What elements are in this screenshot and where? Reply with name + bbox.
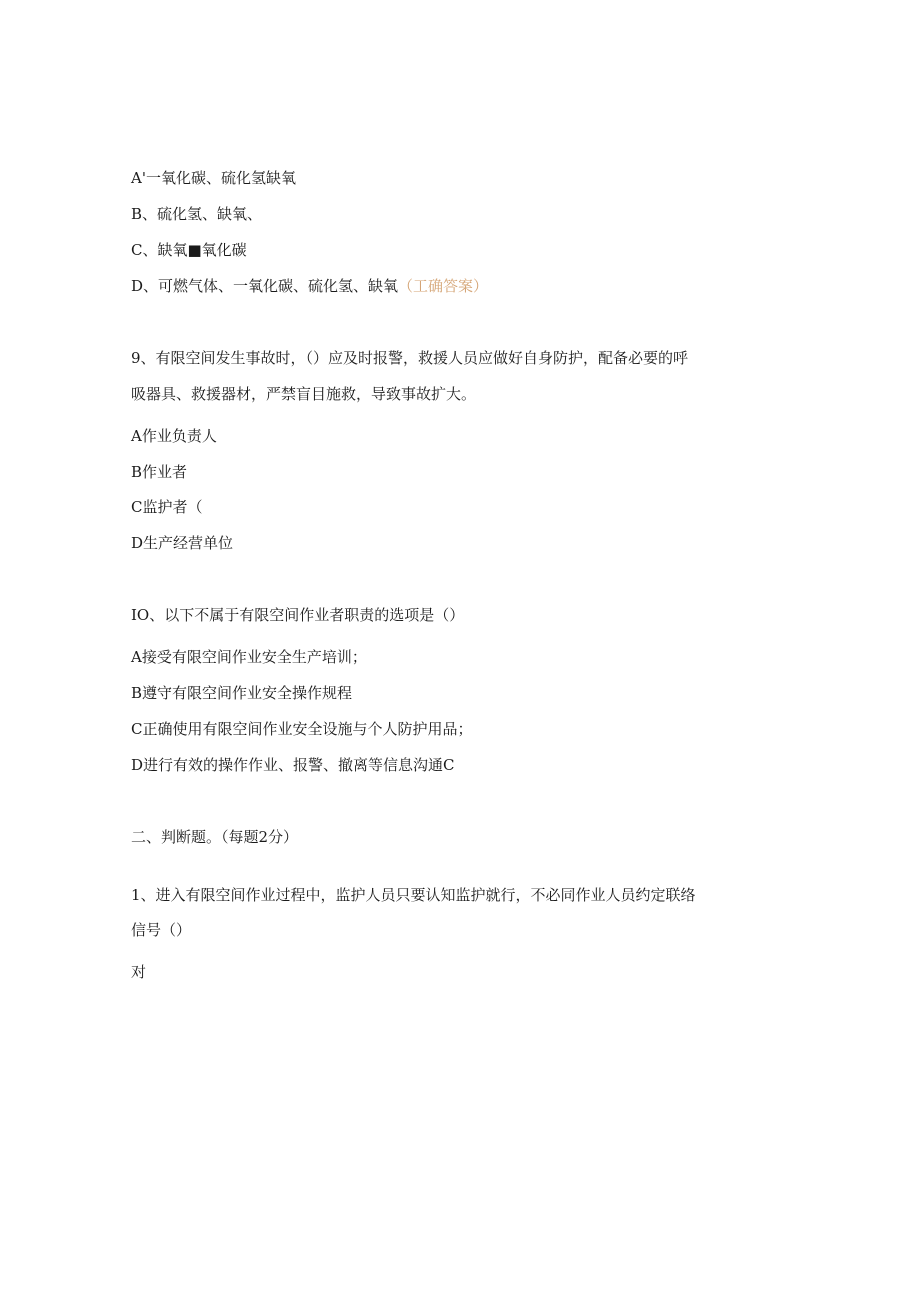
q9-stem-line2: 吸器具、救援器材，严禁盲目施救，导致事故扩大。	[131, 385, 477, 403]
q9-option-d: D生产经营单位	[131, 534, 234, 552]
q10-option-a: A接受有限空间作业安全生产培训；	[131, 648, 367, 666]
q8-option-d	[131, 276, 488, 296]
q10-option-c: C正确使用有限空间作业安全设施与个人防护用品；	[131, 720, 473, 738]
tf1-stem-line1: 1、进入有限空间作业过程中，监护人员只要认知监护就行，不必同作业人员约定联络	[131, 886, 696, 904]
q9-option-b: B作业者	[131, 463, 188, 481]
q9-option-c: C监护者（	[131, 498, 203, 516]
tf1-stem-line2: 信号（）	[131, 921, 192, 939]
tf1-answer: 对	[131, 963, 147, 981]
section-heading: 二、判断题。（每题2分）	[131, 828, 299, 846]
q9-stem-line1: 9、有限空间发生事故时，（）应及时报警，救援人员应做好自身防护，配备必要的呼	[131, 349, 689, 367]
q10-option-d: D进行有效的操作作业、报警、撤离等信息沟通C	[131, 756, 455, 774]
q8-option-b: B、硫化氢、缺氧、	[131, 205, 263, 223]
answer-note: （工确答案）	[398, 277, 489, 295]
q8-option-d-text: D、可燃气体、一氧化碳、硫化氢、缺氧	[131, 277, 399, 295]
q9-option-a: A作业负责人	[131, 427, 217, 445]
q10-stem: IO、以下不属于有限空间作业者职责的选项是（）	[131, 606, 465, 624]
q10-option-b: B遵守有限空间作业安全操作规程	[131, 684, 353, 702]
q8-option-c: C、缺氧■氧化碳	[131, 241, 247, 259]
q8-option-a: A'一氧化碳、硫化氢缺氧	[131, 169, 296, 187]
